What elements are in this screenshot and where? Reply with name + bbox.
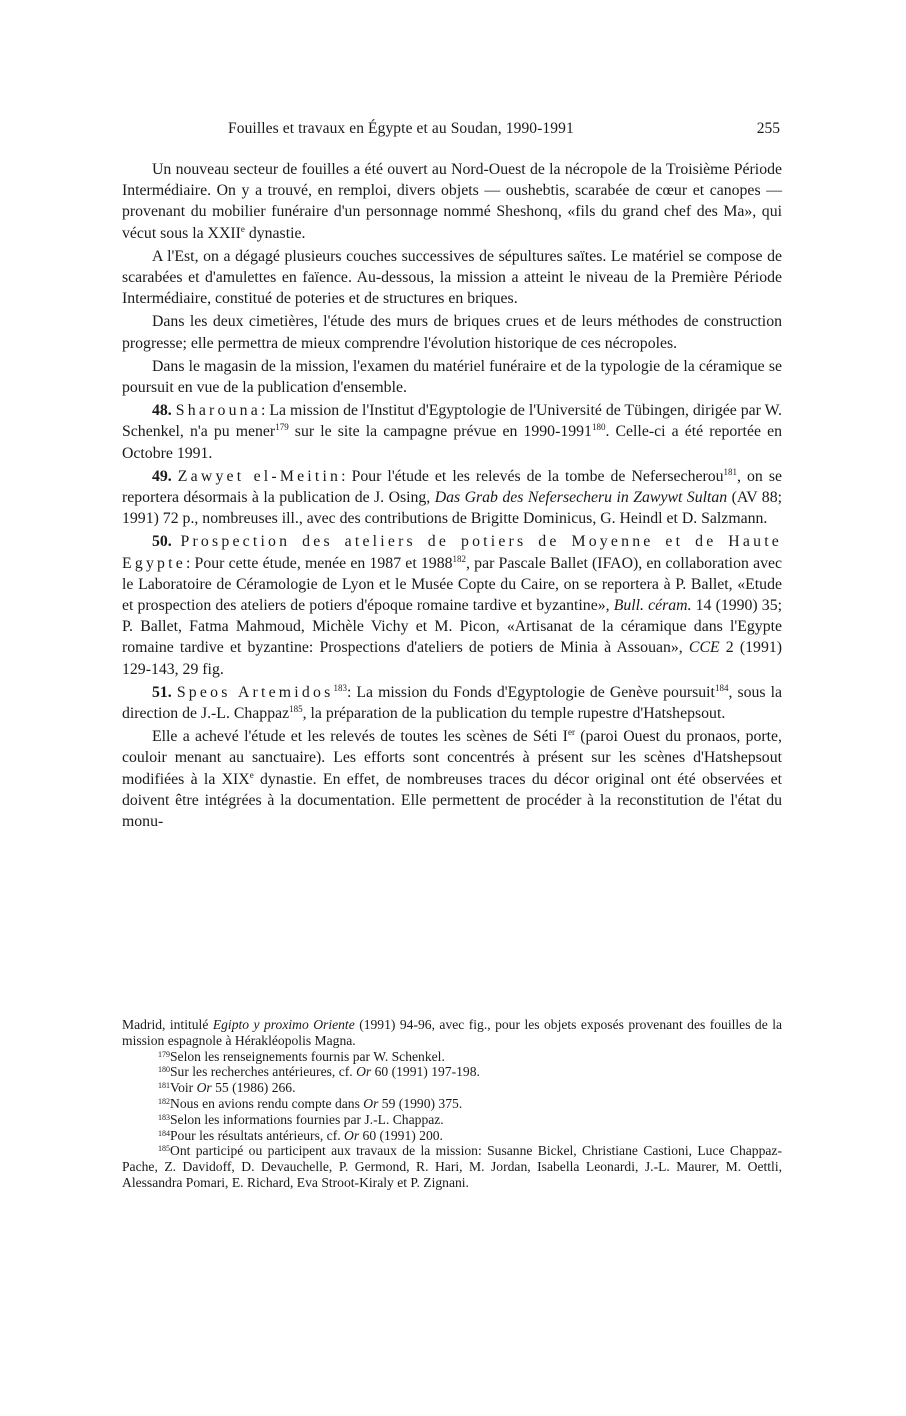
footnote-182: $^{182}$Nous en avions rendu compte dans Or 59 (1990) 375.	[158, 1095, 463, 1111]
footnote-179: $^{179}$Selon les renseignements fournis par W. Schenkel.	[158, 1048, 445, 1064]
site-name: Sharouna	[175, 402, 261, 420]
footnote-ref: 182	[452, 553, 467, 564]
footnote-183: $^{183}$Selon les informations fournies par J.-L. Chappaz.	[158, 1111, 444, 1127]
footnote-ref: 183	[333, 682, 347, 693]
footnote-181: $^{181}$Voir Or 55 (1986) 266.	[158, 1080, 296, 1096]
journal-title: Bull. céram.	[613, 597, 692, 615]
site-name: Prospection des ateliers de potiers de Moyenne et de Haute Egypte	[122, 533, 783, 572]
section-48-sharouna: 48. Sharouna: La mission de l'Institut d'Egyptologie de l'Université de Tübingen, dirigée par W. Schenkel, n'a pu mener$^{179}$ sur le site la campagne prévue en 1990-1991$^{180}$. Celle-ci a été reportée en Octobre 1991.	[122, 402, 782, 462]
footnote-184: $^{184}$Pour les résultats antérieurs, cf. Or 60 (1991) 200.	[158, 1127, 443, 1143]
footnotes	[122, 1017, 782, 1191]
section-number: 51.	[152, 683, 172, 701]
running-title: Fouilles et travaux en Égypte et au Soudan, 1990-1991	[228, 120, 574, 137]
site-name: Zawyet el-Meitin	[177, 467, 342, 485]
footnote-continuation: Madrid, intitulé Egipto y proximo Oriente (1991) 94-96, avec fig., pour les objets exposés provenant des fouilles de la mission espagnole à Hérakléopolis Magna.	[122, 1017, 783, 1048]
footnote-ref: 180	[591, 422, 606, 433]
section-number: 48.	[152, 402, 172, 420]
footnote-ref: 179	[275, 422, 289, 433]
book-title: Das Grab des Nefersecheru in Zawywt Sultan	[434, 489, 728, 507]
footnote-185: $^{185}$Ont participé ou participent aux travaux de la mission: Susanne Bickel, Christiane Castioni, Luce Chappaz-Pache, Z. Davidoff, D. Devauchelle, P. Germond, R. Hari, M. Jordan, Isabella Leonardi, J.-L. Maurer, M. Oettli, Alessandra Pomari, E. Richard, Eva Stroot-Kiraly et P. Zignani.	[122, 1143, 782, 1190]
paragraph-magasin: Dans le magasin de la mission, l'examen du matériel funéraire et de la typologie de la céramique se poursuit en vue de la publication d'ensemble.	[122, 357, 782, 397]
footnote-ref: 185	[289, 704, 303, 715]
footnote-ref: 181	[723, 466, 738, 477]
journal-title: CCE	[688, 639, 720, 657]
section-51-speos: 51. Speos Artemidos$^{183}$: La mission du Fonds d'Egyptologie de Genève poursuit$^{184}$, sous la direction de J.-L. Chappaz$^{185}$, la préparation de la publication du temple rupestre d'Hatshepsout.	[122, 682, 782, 723]
page-body	[122, 118, 782, 834]
section-number: 50.	[152, 533, 172, 551]
site-name: Speos Artemidos	[176, 683, 334, 701]
paragraph-cemeteries: Dans les deux cimetières, l'étude des murs de briques crues et de leurs méthodes de construction progresse; elle permettra de mieux comprendre l'évolution historique de ces nécropoles.	[122, 313, 782, 352]
paragraph-sheshonq: Un nouveau secteur de fouilles a été ouvert au Nord-Ouest de la nécropole de la Troisième Période Intermédiaire. On y a trouvé, en remploi, divers objets — oushebtis, scarabée de cœur et canopes — provenant du mobilier funéraire d'un personnage nommé Sheshonq, «fils du grand chef des Ma», qui vécut sous la XXIIe dynastie.	[122, 161, 782, 242]
section-49-zawyet: 49. Zawyet el-Meitin: Pour l'étude et les relevés de la tombe de Nefersecherou$^{181}$, on se reportera désormais à la publication de J. Osing, Das Grab des Nefersecheru in Zawywt Sultan (AV 88; 1991) 72 p., nombreuses ill., avec des contributions de Brigitte Dominicus, G. Heindl et D. Salzmann.	[122, 466, 782, 528]
footnote-180: $^{180}$Sur les recherches antérieures, cf. Or 60 (1991) 197-198.	[158, 1064, 480, 1080]
page-number: 255	[756, 120, 780, 137]
paragraph-seti: Elle a achevé l'étude et les relevés de toutes les scènes de Séti Ier (paroi Ouest du pronaos, porte, couloir menant au sanctuaire). Les efforts sont concentrés à présent sur les scènes d'Hatshepsout modifiées à la XIXe dynastie. En effet, de nombreuses traces du décor original ont été observées et doivent être intégrées à la documentation. Elle permettent de procéder à la reconstitution de l'état du monu-	[122, 727, 782, 831]
running-head	[122, 118, 782, 142]
section-50-prospection: 50. Prospection des ateliers de potiers de Moyenne et de Haute Egypte: Pour cette étude, menée en 1987 et 1988$^{182}$, par Pascale Ballet (IFAO), en collaboration avec le Laboratoire de Céramologie de Lyon et le Musée Copte du Caire, on se reportera à P. Ballet, «Etude et prospection des ateliers de potiers d'époque romaine tardive et byzantine», Bull. céram. 14 (1990) 35; P. Ballet, Fatma Mahmoud, Michèle Vichy et M. Picon, «Artisanat de la céramique dans l'Egypte romaine tardive et byzantine: Prospections d'ateliers de potiers de Minia à Assouan», CCE 2 (1991) 129-143, 29 fig.	[122, 533, 783, 678]
paragraph-east: A l'Est, on a dégagé plusieurs couches successives de sépultures saïtes. Le matériel se compose de scarabées et d'amulettes en faïence. Au-dessous, la mission a atteint le niveau de la Première Période Intermédiaire, constitué de poteries et de structures en briques.	[122, 247, 782, 308]
footnote-ref: 184	[714, 682, 729, 693]
section-number: 49.	[152, 467, 172, 485]
